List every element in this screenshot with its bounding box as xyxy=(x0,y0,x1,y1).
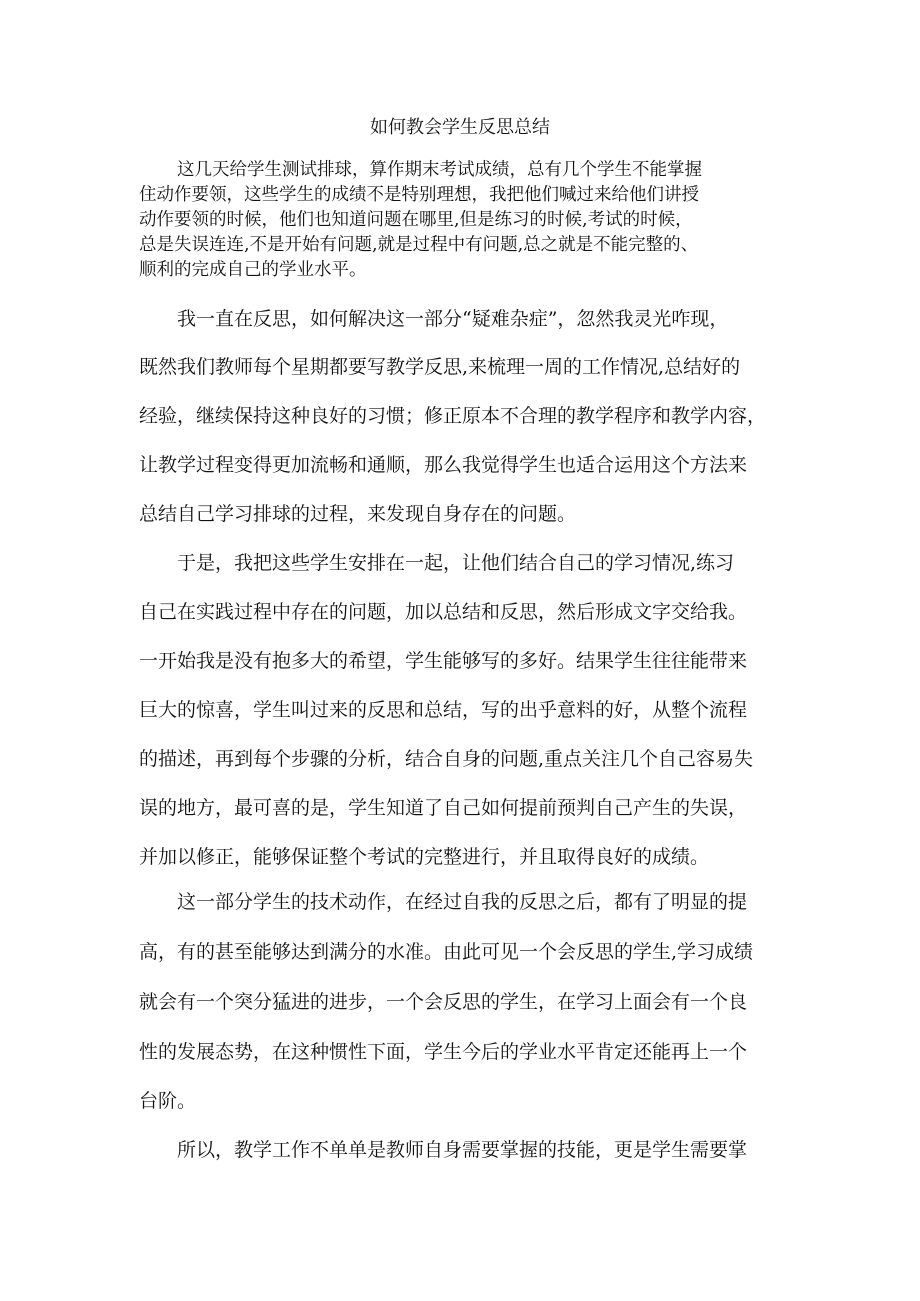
paragraph-3-line-7: 并加以修正，能够保证整个考试的完整进行，并且取得良好的成绩。 xyxy=(139,846,710,868)
paragraph-2-line-1: 我一直在反思，如何解决这一部分“疑难杂症”，忽然我灵光咋现， xyxy=(177,308,729,330)
document-title: 如何教会学生反思总结 xyxy=(370,117,550,138)
paragraph-1-line-2: 住动作要领，这些学生的成绩不是特别理想，我把他们喊过来给他们讲授 xyxy=(139,185,699,205)
paragraph-3-line-2: 自己在实践过程中存在的问题，加以总结和反思，然后形成文字交给我。 xyxy=(139,601,748,623)
paragraph-2-line-2: 既然我们教师每个星期都要写教学反思,来梳理一周的工作情况,总结好的 xyxy=(139,356,741,378)
paragraph-4-line-4: 性的发展态势，在这种惯性下面，学生今后的学业水平肯定还能再上一个 xyxy=(139,1041,748,1063)
paragraph-4-line-2: 高，有的甚至能够达到满分的水准。由此可见一个会反思的学生,学习成绩 xyxy=(139,941,754,963)
paragraph-1-line-5: 顺利的完成自己的学业水平。 xyxy=(139,260,367,280)
paragraph-3-line-3: 一开始我是没有抱多大的希望，学生能够写的多好。结果学生往往能带来 xyxy=(139,650,748,672)
paragraph-4-line-5: 台阶。 xyxy=(139,1090,197,1112)
paragraph-2-line-5: 总结自己学习排球的过程，来发现自身存在的问题。 xyxy=(139,503,577,525)
paragraph-3-line-6: 误的地方，最可喜的是，学生知道了自己如何提前预判自己产生的失误， xyxy=(139,797,748,819)
paragraph-1-line-1: 这几天给学生测试排球，算作期末考试成绩，总有几个学生不能掌握 xyxy=(177,160,702,180)
paragraph-3-line-5: 的描述，再到每个步骤的分析，结合自身的问题,重点关注几个自己容易失 xyxy=(139,748,754,770)
paragraph-3-line-4: 巨大的惊喜，学生叫过来的反思和总结，写的出乎意料的好，从整个流程 xyxy=(139,699,748,721)
paragraph-4-line-3: 就会有一个突分猛进的进步，一个会反思的学生，在学习上面会有一个良 xyxy=(139,991,748,1013)
paragraph-4-line-1: 这一部分学生的技术动作，在经过自我的反思之后，都有了明显的提 xyxy=(177,891,748,913)
paragraph-2-line-3: 经验，继续保持这种良好的习惯；修正原本不合理的教学程序和教学内容， xyxy=(139,405,767,427)
paragraph-2-line-4: 让教学过程变得更加流畅和通顺，那么我觉得学生也适合运用这个方法来 xyxy=(139,454,748,476)
paragraph-5-line-1: 所以，教学工作不单单是教师自身需要掌握的技能，更是学生需要掌 xyxy=(177,1139,748,1161)
paragraph-1-line-3: 动作要领的时候，他们也知道问题在哪里,但是练习的时候,考试的时候， xyxy=(139,210,693,230)
paragraph-1-line-4: 总是失误连连,不是开始有问题,就是过程中有问题,总之就是不能完整的、 xyxy=(139,235,699,255)
paragraph-3-line-1: 于是，我把这些学生安排在一起，让他们结合自己的学习情况,练习 xyxy=(177,552,735,574)
